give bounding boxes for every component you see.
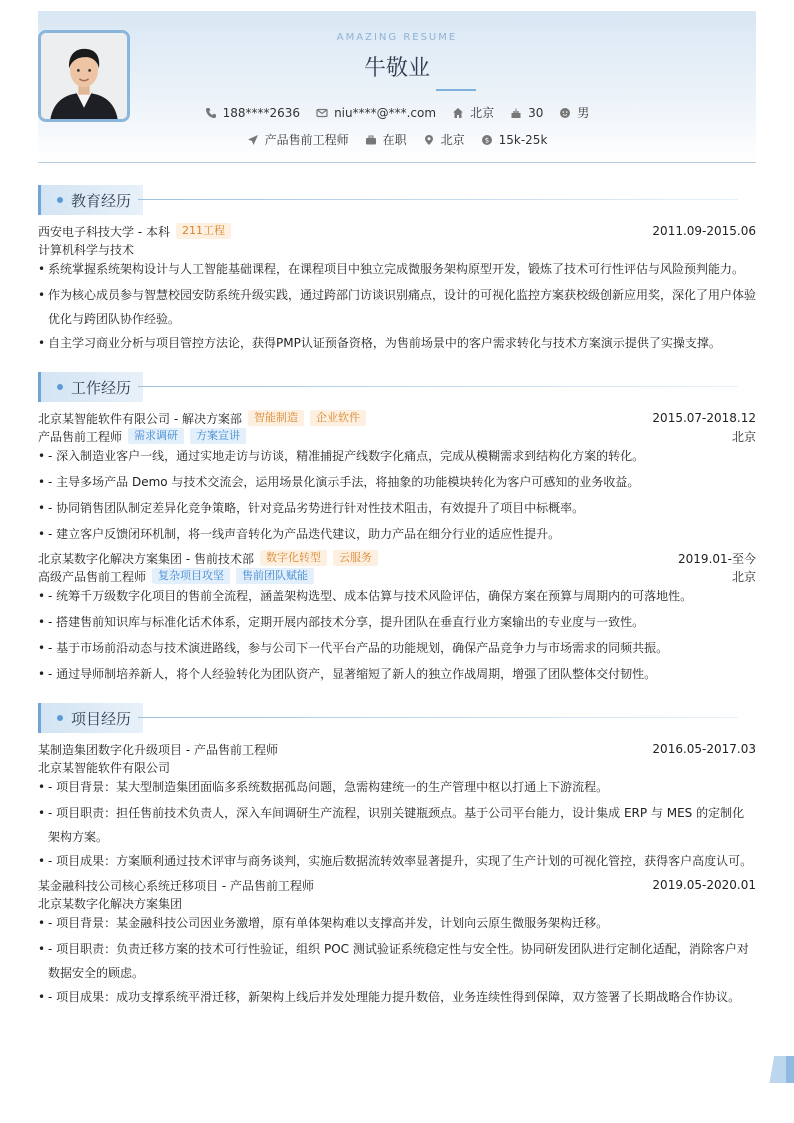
project-bullet: • - 项目职责：担任售前技术负责人，深入车间调研生产流程，识别关键瓶颈点。基于公司平台能力，设计集成 ERP 与 MES 的定制化架构方案。	[38, 801, 756, 849]
projects-section-header	[38, 703, 756, 733]
education-major-row	[38, 240, 756, 258]
project-name-row	[38, 876, 756, 894]
company-tag: 智能制造	[248, 410, 304, 426]
intent-city-item	[423, 131, 465, 148]
job-status-item	[365, 131, 407, 148]
job-city: 北京	[731, 429, 756, 444]
age-text: 30	[528, 105, 544, 120]
section-line	[138, 199, 738, 200]
project-company: 北京某数字化解决方案集团	[38, 896, 183, 911]
intent-position-text: 产品售前工程师	[264, 133, 349, 147]
position-name: 高级产品售前工程师	[38, 569, 147, 584]
location-icon	[423, 134, 435, 146]
section-dot-icon	[57, 197, 63, 203]
hometown-item	[452, 104, 494, 121]
education-section-tab	[38, 185, 143, 215]
section-line	[138, 386, 738, 387]
salary-item	[481, 131, 548, 148]
section-dot-icon	[57, 384, 63, 390]
gender-text: 男	[577, 106, 590, 120]
briefcase-icon	[365, 134, 377, 146]
education-bullet: • 系统掌握系统架构设计与人工智能基础课程，在课程项目中独立完成微服务架构原型开发，锻炼了技术可行性评估与风险预判能力。	[38, 257, 756, 281]
company-name: 北京某数字化解决方案集团 - 售前技术部	[38, 551, 254, 566]
position-name: 产品售前工程师	[38, 429, 123, 444]
project-bullet: • - 项目成果：成功支撑系统平滑迁移，新架构上线后并发处理能力提升数倍，业务连续性得到保障，双方签署了长期战略合作协议。	[38, 985, 756, 1009]
education-section-header	[38, 185, 756, 215]
work-section-title: 工作经历	[71, 378, 132, 397]
gender-icon	[559, 107, 571, 119]
job-bullet: • - 基于市场前沿动态与技术演进路线，参与公司下一代平台产品的功能规划，确保产品竞争力与市场需求的同频共振。	[38, 636, 756, 660]
job-intent-row	[38, 131, 756, 148]
section-line	[138, 717, 738, 718]
email-text: niu****@***.com	[334, 105, 437, 120]
position-tag: 复杂项目攻坚	[152, 568, 230, 584]
project-company-row	[38, 894, 756, 912]
job-bullet: • - 建立客户反馈闭环机制，将一线声音转化为产品迭代建议，助力产品在细分行业的适应性提升。	[38, 522, 756, 546]
header-divider	[38, 162, 756, 163]
send-icon	[247, 134, 259, 146]
salary-text: 15k-25k	[498, 132, 548, 147]
job-status-text: 在职	[382, 133, 407, 147]
money-icon	[481, 134, 493, 146]
intent-city-text: 北京	[440, 133, 465, 147]
projects-section-title: 项目经历	[71, 709, 132, 728]
education-bullet: • 自主学习商业分析与项目管控方法论，获得PMP认证预备资格，为售前场景中的客户需求转化与技术方案演示提供了实操支撑。	[38, 331, 756, 355]
resume-subtitle: AMAZING RESUME	[336, 32, 458, 43]
position-tag: 方案宣讲	[190, 428, 246, 444]
company-tag: 云服务	[333, 550, 378, 566]
position-tag: 售前团队赋能	[236, 568, 314, 584]
email-item	[316, 104, 436, 121]
project-bullet: • - 项目背景：某金融科技公司因业务激增，原有单体架构难以支撑高并发，计划向云原生微服务架构迁移。	[38, 911, 756, 935]
project-name: 某制造集团数字化升级项目 - 产品售前工程师	[38, 742, 278, 757]
company-tag: 数字化转型	[260, 550, 327, 566]
gender-item	[559, 104, 589, 121]
name-underline	[436, 89, 476, 91]
job-company-row	[38, 409, 756, 427]
job-position-row	[38, 567, 756, 585]
company-tag: 企业软件	[310, 410, 366, 426]
education-bullet: • 作为核心成员参与智慧校园安防系统升级实践，通过跨部门访谈识别痛点，设计的可视化监控方案获校级创新应用奖，深化了用户体验优化与跨团队协作经验。	[38, 283, 756, 331]
school-tag: 211工程	[176, 223, 231, 239]
work-section-header	[38, 372, 756, 402]
project-date: 2016.05-2017.03	[652, 742, 756, 756]
project-company: 北京某智能软件有限公司	[38, 760, 171, 775]
phone-icon	[205, 107, 217, 119]
project-bullet: • - 项目背景：某大型制造集团面临多系统数据孤岛问题，急需构建统一的生产管理中枢以打通上下游流程。	[38, 775, 756, 799]
education-section-title: 教育经历	[71, 191, 132, 210]
job-bullet: • - 主导多场产品 Demo 与技术交流会，运用场景化演示手法，将抽象的功能模块转化为客户可感知的业务收益。	[38, 470, 756, 494]
hometown-text: 北京	[470, 106, 495, 120]
job-date: 2015.07-2018.12	[652, 411, 756, 425]
project-date: 2019.05-2020.01	[652, 878, 756, 892]
candidate-name: 牛敬业	[363, 56, 430, 81]
job-bullet: • - 统筹千万级数字化项目的售前全流程，涵盖架构选型、成本估算与技术风险评估，确保方案在预算与周期内的可落地性。	[38, 584, 756, 608]
position-tag: 需求调研	[128, 428, 184, 444]
job-city: 北京	[731, 569, 756, 584]
project-bullet: • - 项目成果：方案顺利通过技术评审与商务谈判，实施后数据流转效率显著提升，实现了生产计划的可视化管控，获得客户高度认可。	[38, 849, 756, 873]
project-company-row	[38, 758, 756, 776]
job-bullet: • - 协同销售团队制定差异化竞争策略，针对竞品劣势进行针对性技术阻击，有效提升了项目中标概率。	[38, 496, 756, 520]
phone-text: 188****2636	[222, 105, 301, 120]
major-name: 计算机科学与技术	[38, 242, 135, 257]
job-bullet: • - 搭建售前知识库与标准化话术体系，定期开展内部技术分享，提升团队在垂直行业方案输出的专业度与一致性。	[38, 610, 756, 634]
education-school-row	[38, 222, 756, 240]
education-date: 2011.09-2015.06	[652, 224, 756, 238]
work-section-tab	[38, 372, 143, 402]
job-date: 2019.01-至今	[678, 551, 756, 566]
company-name: 北京某智能软件有限公司 - 解决方案部	[38, 411, 242, 426]
projects-section-tab	[38, 703, 143, 733]
page-corner-decoration	[766, 1056, 794, 1083]
job-bullet: • - 通过导师制培养新人，将个人经验转化为团队资产，显著缩短了新人的独立作战周期，增强了团队整体交付韧性。	[38, 662, 756, 686]
home-icon	[452, 107, 464, 119]
school-name: 西安电子科技大学 - 本科	[38, 224, 170, 239]
project-bullet: • - 项目职责：负责迁移方案的技术可行性验证，组织 POC 测试验证系统稳定性与安全性。协同研发团队进行定制化适配，消除客户对数据安全的顾虑。	[38, 937, 756, 985]
mail-icon	[316, 107, 328, 119]
phone-item	[205, 104, 300, 121]
contact-info-row	[38, 104, 756, 121]
age-item	[510, 104, 543, 121]
job-position-row	[38, 427, 756, 445]
job-company-row	[38, 549, 756, 567]
job-bullet: • - 深入制造业客户一线，通过实地走访与访谈，精准捕捉产线数字化痛点，完成从模糊需求到结构化方案的转化。	[38, 444, 756, 468]
project-name: 某金融科技公司核心系统迁移项目 - 产品售前工程师	[38, 878, 314, 893]
cake-icon	[510, 107, 522, 119]
intent-position-item	[247, 131, 349, 148]
project-name-row	[38, 740, 756, 758]
section-dot-icon	[57, 715, 63, 721]
svg-text:$: $	[484, 136, 489, 145]
